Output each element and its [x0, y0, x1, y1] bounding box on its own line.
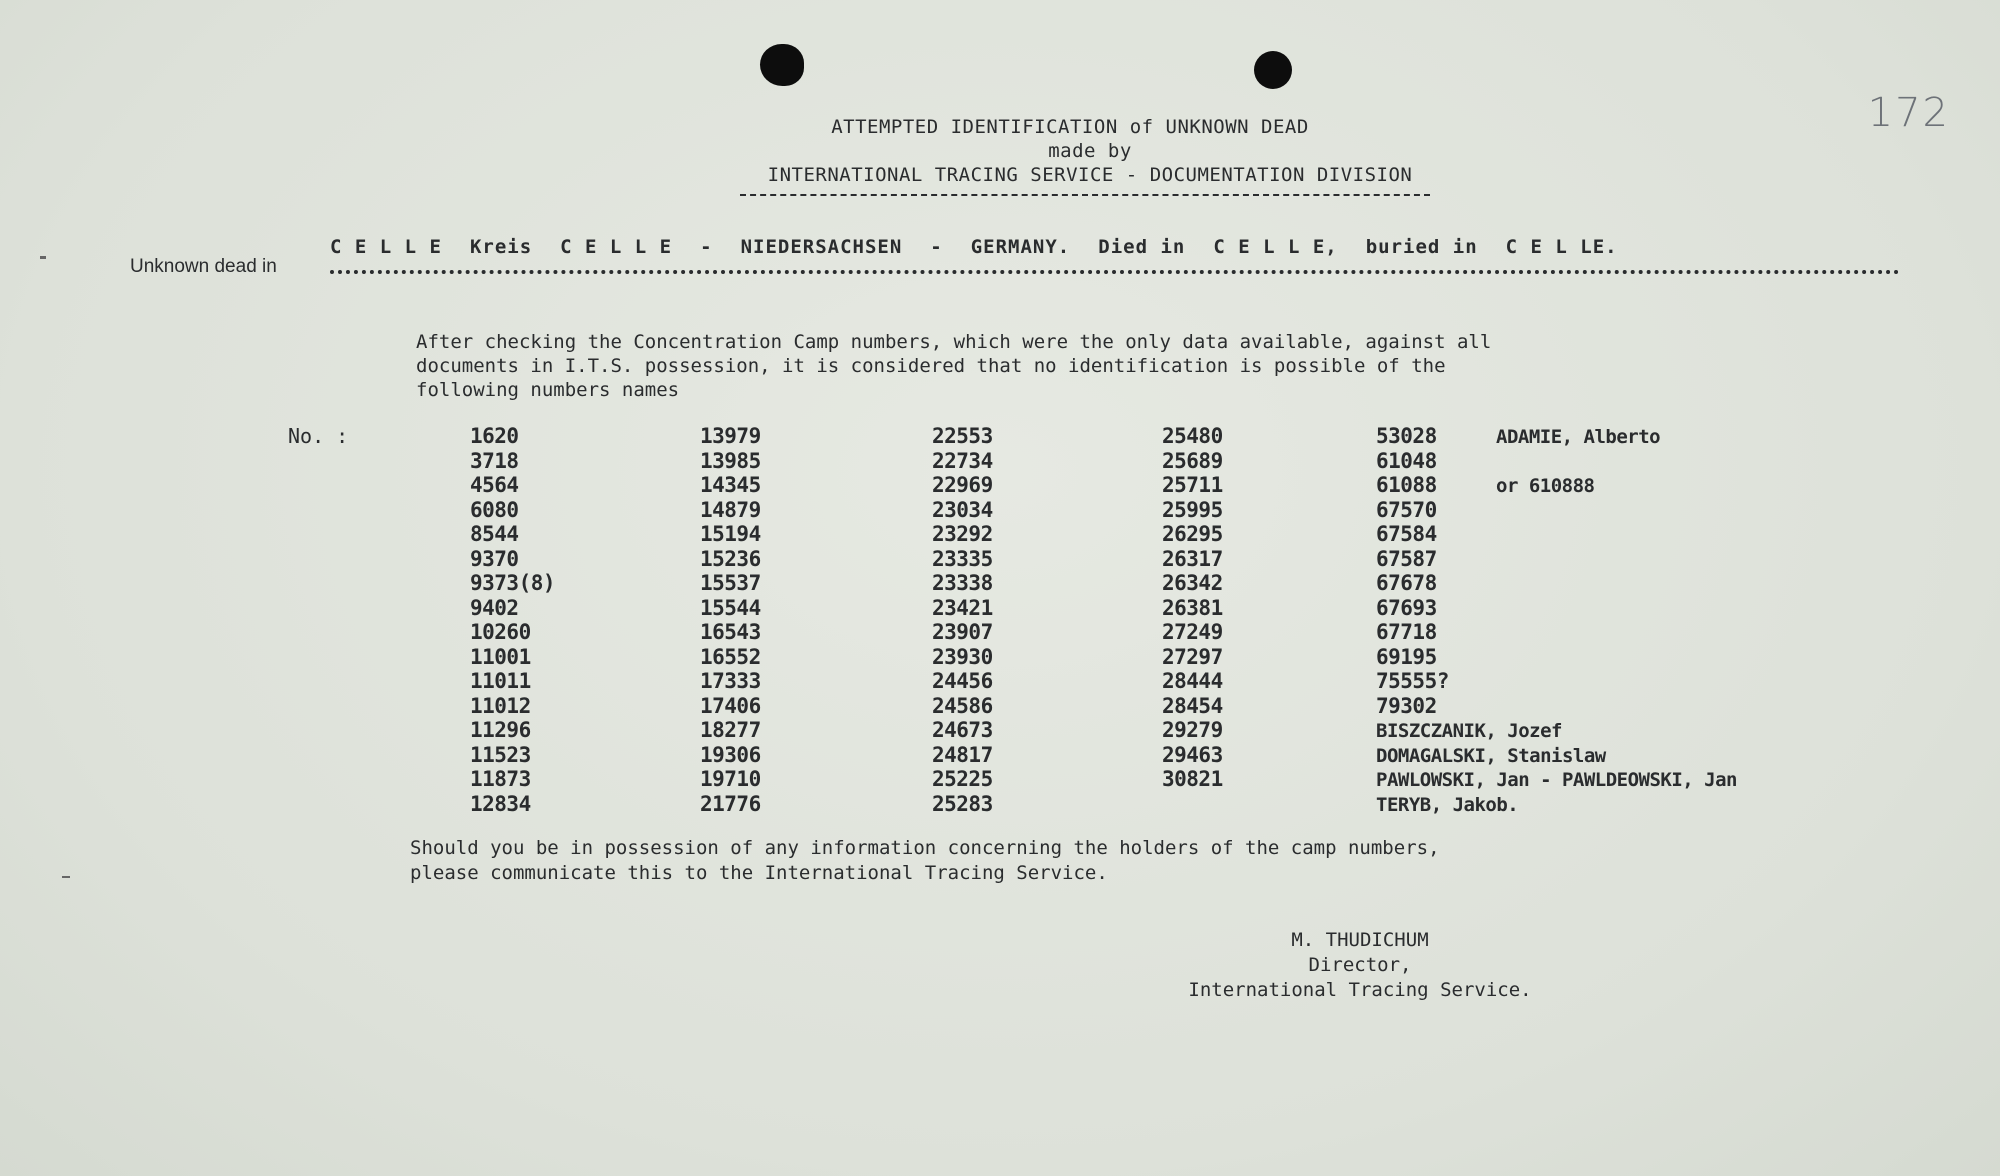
title-underline	[740, 194, 1430, 196]
camp-number: 11012	[470, 693, 531, 718]
camp-number: 16552	[700, 644, 761, 669]
camp-number: 3718	[470, 448, 519, 473]
punch-hole	[760, 44, 804, 86]
place-segment: NIEDERSACHSEN	[740, 236, 903, 258]
place-segment: C E L LE.	[1505, 236, 1618, 258]
number-column-1	[470, 424, 555, 816]
camp-number: 21776	[700, 791, 761, 816]
camp-number: 9370	[470, 546, 519, 571]
camp-number-row	[1376, 669, 1737, 694]
intro-line: documents in I.T.S. possession, it is considered that no identification is possible of the	[416, 355, 1446, 377]
camp-number: 26381	[1162, 595, 1223, 620]
camp-number: 24673	[932, 718, 993, 742]
camp-number-row	[1376, 498, 1737, 523]
dotted-leader	[330, 270, 1900, 274]
camp-number: 8544	[470, 522, 519, 546]
closing-line: please communicate this to the International Tracing Service.	[410, 862, 1108, 884]
signatory-title: Director,	[1308, 954, 1412, 976]
camp-number: 13985	[700, 448, 761, 473]
camp-number-row	[1376, 694, 1737, 719]
camp-number: 67718	[1376, 620, 1437, 644]
camp-number: 1620	[470, 424, 519, 448]
camp-number: 67570	[1376, 497, 1437, 522]
camp-number: 26317	[1162, 546, 1223, 571]
page-number: 172	[1867, 90, 1950, 136]
camp-number: 11001	[470, 644, 531, 669]
camp-number: 28454	[1162, 693, 1223, 718]
camp-number: 14345	[700, 473, 761, 497]
camp-number: 29279	[1162, 718, 1223, 742]
person-name: DOMAGALSKI, Stanislaw	[1376, 744, 1606, 767]
camp-number: 22553	[932, 424, 993, 448]
camp-number: 25689	[1162, 448, 1223, 473]
signature-block	[1100, 928, 1620, 1003]
camp-number: 29463	[1162, 742, 1223, 767]
camp-number: 22734	[932, 448, 993, 473]
place-segment: buried in	[1365, 236, 1478, 258]
camp-number: 67693	[1376, 595, 1437, 620]
camp-number-row	[1376, 767, 1737, 792]
camp-number: 24586	[932, 693, 993, 718]
camp-number: 26342	[1162, 571, 1223, 595]
camp-number: 19710	[700, 767, 761, 791]
place-segment: GERMANY.	[970, 236, 1071, 258]
camp-number: 11523	[470, 742, 531, 767]
camp-number-row	[1376, 596, 1737, 621]
person-name: or 610888	[1496, 475, 1595, 497]
camp-number: 17333	[700, 669, 761, 693]
place-segment: -	[930, 236, 943, 258]
person-name: TERYB, Jakob.	[1376, 793, 1519, 816]
title-line-3: INTERNATIONAL TRACING SERVICE - DOCUMENTATION DIVISION	[767, 164, 1413, 186]
camp-number: 27297	[1162, 644, 1223, 669]
camp-number-row	[1376, 473, 1737, 498]
margin-mark	[62, 876, 70, 878]
camp-number: 13979	[700, 424, 761, 448]
camp-number: 25995	[1162, 497, 1223, 522]
camp-number: 22969	[932, 473, 993, 497]
number-column-2	[700, 424, 761, 816]
camp-number: 26295	[1162, 522, 1223, 546]
place-segment: -	[700, 236, 713, 258]
camp-number: 69195	[1376, 644, 1437, 669]
place-segment: C E L L E	[330, 236, 442, 258]
signatory-organization: International Tracing Service.	[1188, 979, 1532, 1001]
camp-number-row	[1376, 547, 1737, 572]
camp-number: 61048	[1376, 448, 1437, 473]
camp-number: 24456	[932, 669, 993, 693]
camp-number: 61088	[1376, 473, 1437, 497]
camp-number: 12834	[470, 791, 531, 816]
camp-number-row	[1376, 743, 1737, 768]
camp-number: 67587	[1376, 546, 1437, 571]
camp-number: 30821	[1162, 767, 1223, 791]
unknown-dead-row	[130, 236, 1900, 276]
camp-number-row	[1376, 449, 1737, 474]
camp-number: 16543	[700, 620, 761, 644]
camp-number: 10260	[470, 620, 531, 644]
camp-number: 23338	[932, 571, 993, 595]
title-line-2: made by	[1048, 140, 1132, 162]
camp-number: 11011	[470, 669, 531, 693]
camp-number: 9373(8)	[470, 571, 556, 595]
camp-number-row	[1376, 424, 1737, 449]
closing-line: Should you be in possession of any information concerning the holders of the camp numbers,	[410, 837, 1440, 859]
intro-line: following numbers names	[416, 379, 680, 401]
place-segment: C E L L E,	[1213, 236, 1338, 258]
punch-hole	[1254, 51, 1292, 89]
camp-number: 23292	[932, 522, 993, 546]
signatory-name: M. THUDICHUM	[1291, 929, 1429, 951]
camp-number: 79302	[1376, 693, 1437, 718]
camp-number: 75555?	[1376, 669, 1449, 693]
camp-number: 25480	[1162, 424, 1223, 448]
number-column-4	[1162, 424, 1223, 792]
camp-number: 15537	[700, 571, 761, 595]
camp-number-row	[1376, 792, 1737, 817]
camp-number: 67584	[1376, 522, 1437, 546]
camp-number: 23907	[932, 620, 993, 644]
camp-number: 53028	[1376, 424, 1437, 448]
camp-number-row	[1376, 645, 1737, 670]
camp-number: 11873	[470, 767, 531, 791]
camp-number: 15194	[700, 522, 761, 546]
intro-line: After checking the Concentration Camp numbers, which were the only data available, against all	[416, 331, 1492, 353]
camp-number-row	[1376, 718, 1737, 743]
number-column-3	[932, 424, 993, 816]
camp-number: 9402	[470, 595, 519, 620]
camp-number: 11296	[470, 718, 531, 742]
title-line-1: ATTEMPTED IDENTIFICATION of UNKNOWN DEAD	[831, 116, 1309, 138]
camp-number: 67678	[1376, 571, 1437, 595]
camp-number: 15236	[700, 546, 761, 571]
camp-number-row	[1376, 522, 1737, 547]
camp-number-row	[1376, 620, 1737, 645]
camp-number: 23421	[932, 595, 993, 620]
place-of-death	[330, 236, 1646, 258]
number-column-5	[1376, 424, 1737, 816]
numbers-label: No. :	[288, 424, 349, 448]
closing-paragraph	[410, 836, 1710, 886]
camp-number: 4564	[470, 473, 519, 497]
camp-number: 25283	[932, 791, 993, 816]
margin-mark	[40, 256, 46, 259]
camp-number: 14879	[700, 497, 761, 522]
place-segment: Died in	[1098, 236, 1186, 258]
camp-number: 23034	[932, 497, 993, 522]
camp-number: 17406	[700, 693, 761, 718]
place-segment: Kreis	[469, 236, 533, 258]
person-name: PAWLOWSKI, Jan - PAWLDEOWSKI, Jan	[1376, 769, 1737, 791]
camp-number: 27249	[1162, 620, 1223, 644]
camp-number: 6080	[470, 497, 519, 522]
camp-number-row	[1376, 571, 1737, 596]
person-name: BISZCZANIK, Jozef	[1376, 720, 1562, 742]
person-name: ADAMIE, Alberto	[1496, 426, 1661, 448]
unknown-dead-label: Unknown dead in	[130, 256, 277, 277]
place-segment: C E L L E	[560, 236, 673, 258]
camp-number: 24817	[932, 742, 993, 767]
camp-number: 18277	[700, 718, 761, 742]
intro-paragraph	[416, 330, 1656, 402]
camp-number: 25225	[932, 767, 993, 791]
camp-number: 28444	[1162, 669, 1223, 693]
camp-number: 25711	[1162, 473, 1223, 497]
camp-number: 15544	[700, 595, 761, 620]
camp-number: 23930	[932, 644, 993, 669]
camp-number: 23335	[932, 546, 993, 571]
camp-number: 19306	[700, 742, 761, 767]
